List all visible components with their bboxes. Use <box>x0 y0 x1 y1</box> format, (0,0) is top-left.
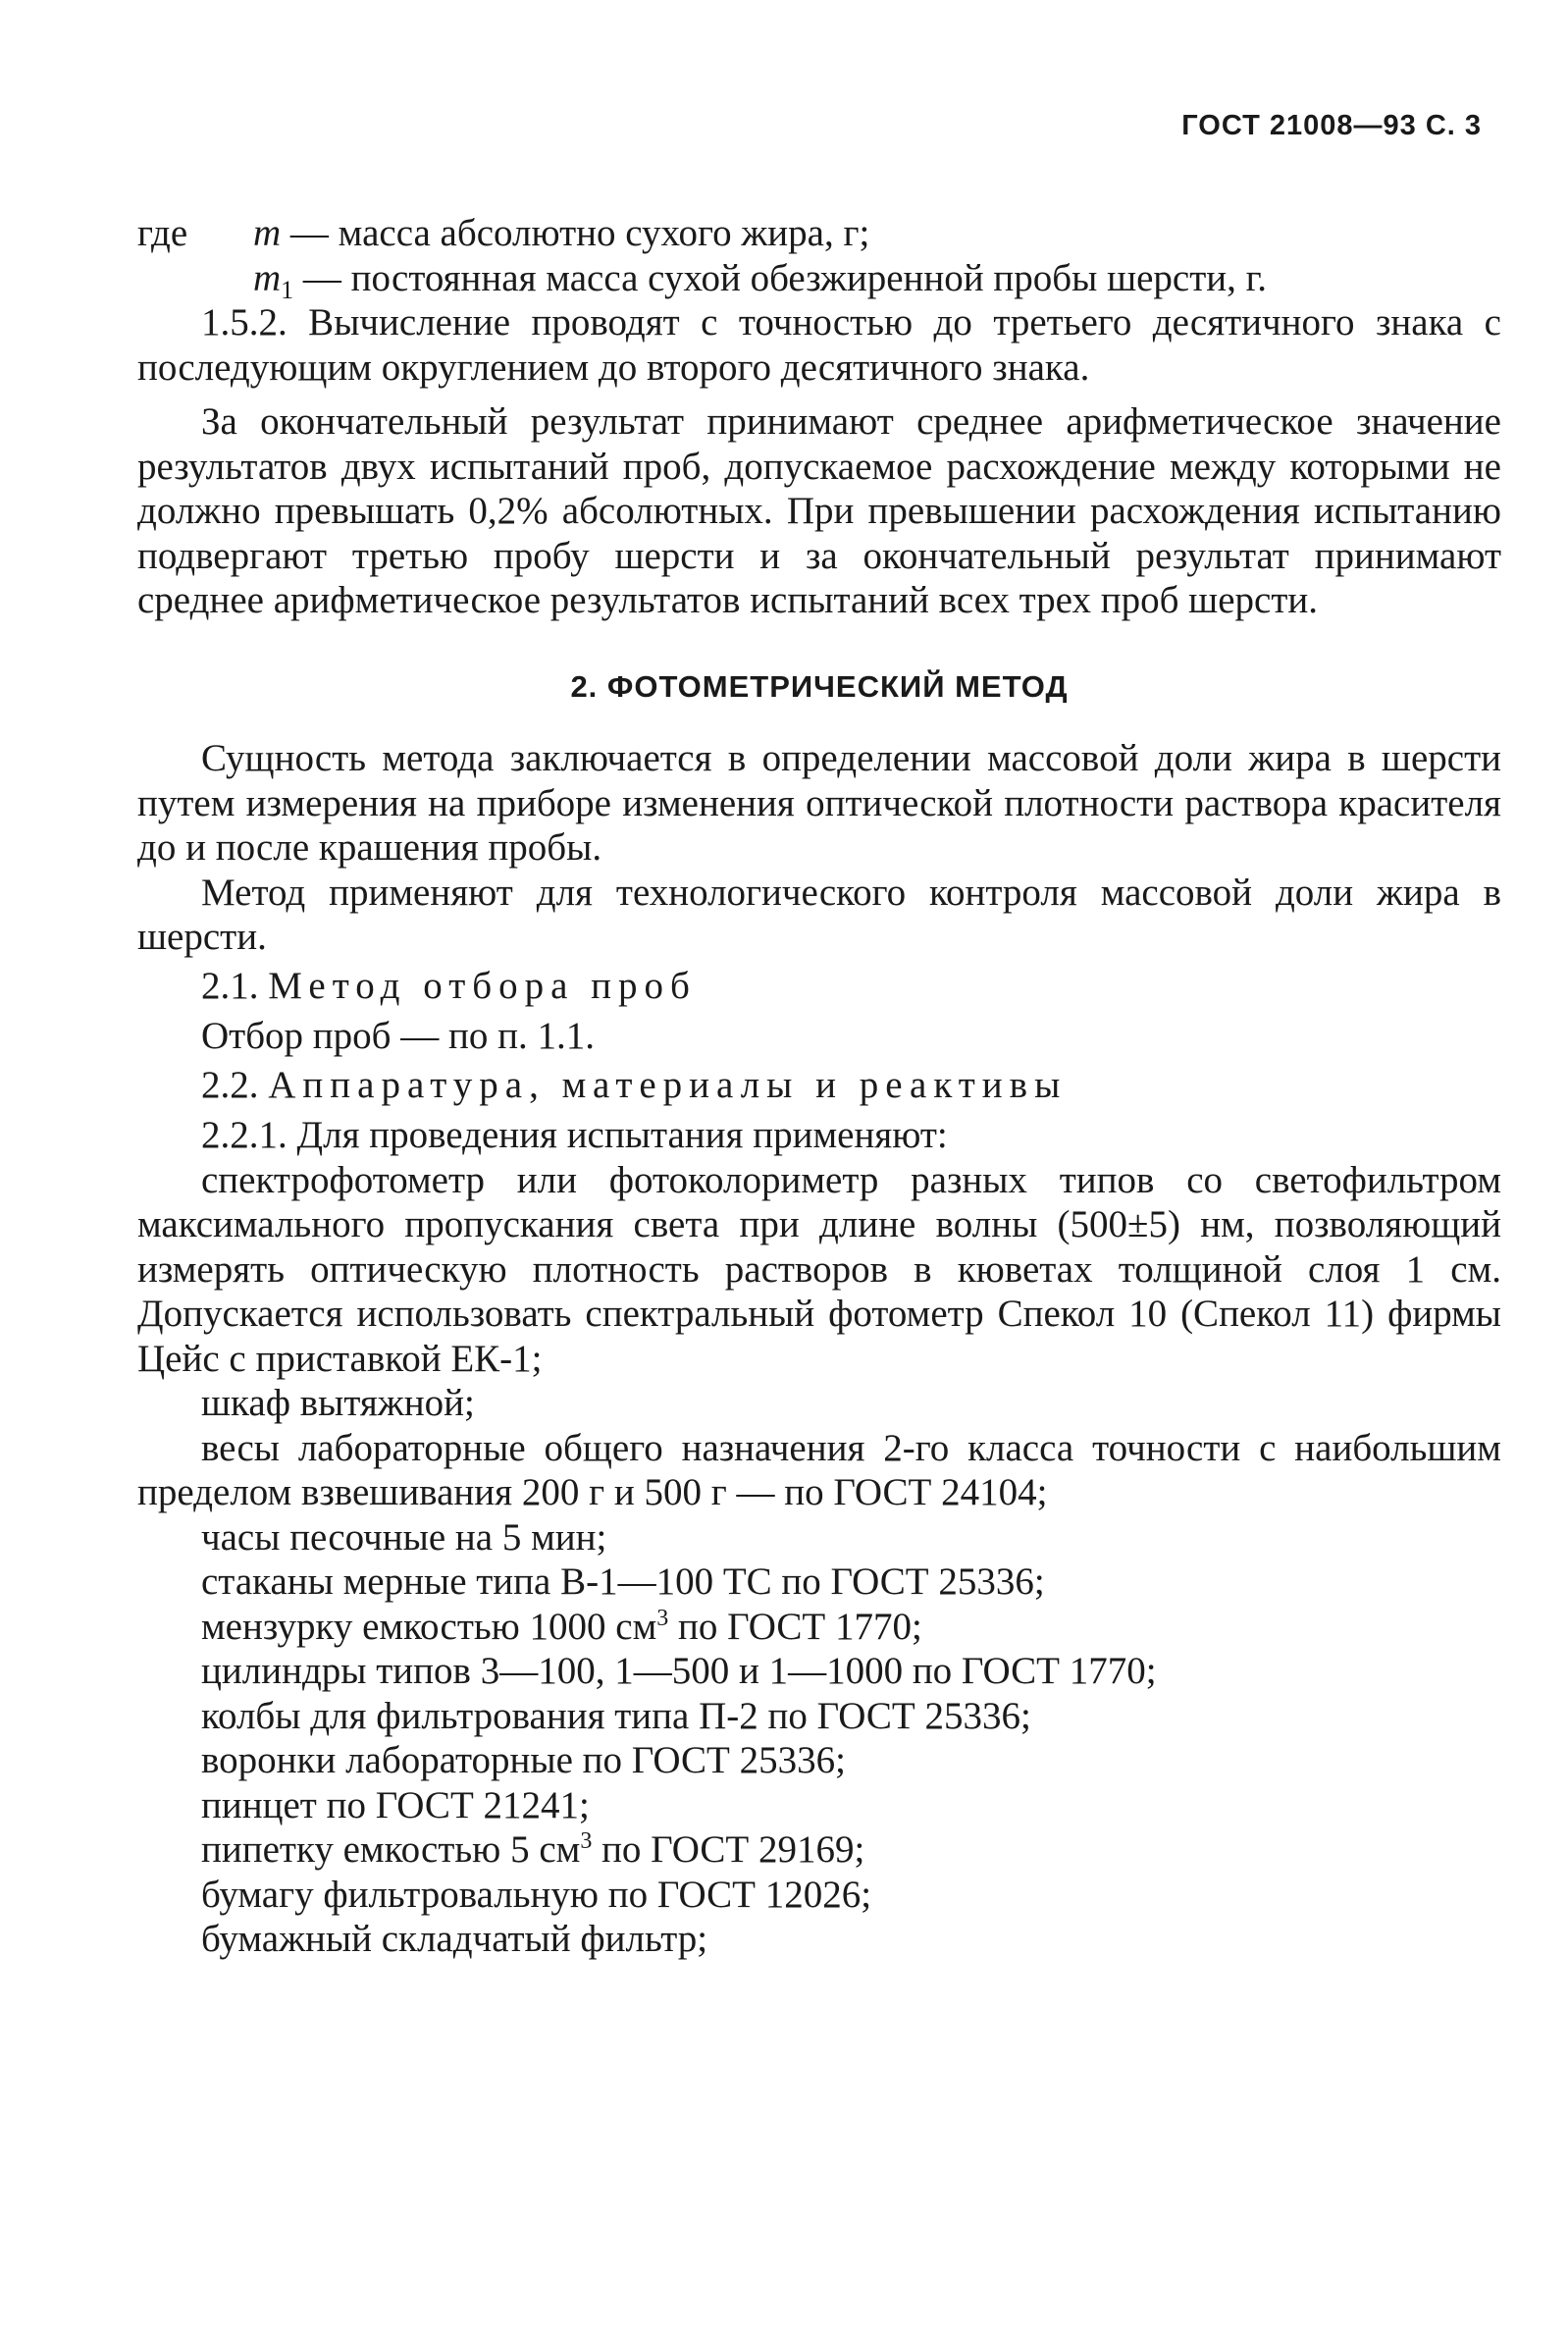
list-item: бумагу фильтровальную по ГОСТ 12026; <box>201 1873 872 1916</box>
list-item: шкаф вытяжной; <box>201 1382 475 1424</box>
list-item: стаканы мерные типа В-1—100 ТС по ГОСТ 25336; <box>201 1560 1045 1603</box>
section-title: 2. ФОТОМЕТРИЧЕСКИЙ МЕТОД <box>570 668 1069 704</box>
subsection-2-2-title: Аппаратура, материалы и реактивы <box>268 1063 1068 1106</box>
pipette-superscript: 3 <box>580 1828 593 1854</box>
list-item <box>137 1605 1501 1650</box>
subsection-2-1-title: Метод отбора проб <box>268 964 697 1007</box>
clause-2-2-1: 2.2.1. Для проведения испытания применяют: <box>201 1114 948 1156</box>
paragraph-final-result: За окончательный результат принимают среднее арифметическое значение результатов двух испытаний проб, допускаемое расхождение между которыми не должно превышать 0,2% абсолютных. При превышении расхождения испытанию подвергают третью пробу шерсти и за окончательный результат принимают среднее арифметическое результатов испытаний всех трех проб шерсти. <box>137 400 1501 621</box>
list-item: весы лабораторные общего назначения 2-го класса точности с наибольшим пределом взвешивания 200 г и 500 г — по ГОСТ 24104; <box>137 1426 1501 1513</box>
subsection-2-1-text: Отбор проб — по п. 1.1. <box>201 1015 596 1057</box>
symbol-m1-subscript: 1 <box>281 275 294 304</box>
paragraph-1-5-2: 1.5.2. Вычисление проводят с точностью до третьего десятичного знака с последующим округлением до второго десятичного знака. <box>137 301 1501 389</box>
where-line-m <box>137 211 1501 256</box>
subsection-2-2-heading <box>137 1063 1501 1108</box>
pipette-gost: по ГОСТ 29169; <box>592 1828 865 1871</box>
subsection-2-1-number: 2.1. <box>201 964 259 1007</box>
subsection-2-1-heading <box>137 964 1501 1009</box>
where-def-m1: — постоянная масса сухой обезжиренной пробы шерсти, г. <box>293 256 1267 299</box>
list-item: цилиндры типов 3—100, 1—500 и 1—1000 по ГОСТ 1770; <box>201 1650 1157 1692</box>
where-def-m: — масса абсолютно сухого жира, г; <box>281 212 870 254</box>
pipette-text: пипетку емкостью 5 см <box>201 1828 581 1871</box>
paragraph-method-usage: Метод применяют для технологического контроля массовой доли жира в шерсти. <box>137 871 1501 958</box>
menzurka-superscript: 3 <box>656 1605 669 1631</box>
list-item <box>137 1827 1501 1873</box>
where-lead: где <box>137 212 188 254</box>
page-content <box>137 211 1501 1962</box>
symbol-m: m <box>253 212 282 254</box>
list-item: пинцет по ГОСТ 21241; <box>201 1783 590 1826</box>
list-item: колбы для фильтрования типа П-2 по ГОСТ 25336; <box>201 1694 1031 1737</box>
where-line-m1 <box>137 256 1501 304</box>
list-item: бумажный складчатый фильтр; <box>201 1918 708 1960</box>
menzurka-text: мензурку емкостью 1000 см <box>201 1605 657 1648</box>
menzurka-gost: по ГОСТ 1770; <box>668 1605 922 1648</box>
page-header: ГОСТ 21008—93 С. 3 <box>1181 110 1482 141</box>
list-item: воронки лабораторные по ГОСТ 25336; <box>201 1739 846 1781</box>
subsection-2-2-number: 2.2. <box>201 1063 259 1106</box>
list-item: часы песочные на 5 мин; <box>201 1515 607 1559</box>
paragraph-method-essence: Сущность метода заключается в определении массовой доли жира в шерсти путем измерения на приборе изменения оптической плотности раствора красителя до и после крашения пробы. <box>137 737 1501 869</box>
symbol-m1: m <box>253 256 282 299</box>
list-item: спектрофотометр или фотоколориметр разных типов со светофильтром максимального пропускания света при длине волны (500±5) нм, позволяющий измерять оптическую плотность растворов в кюветах толщиной слоя 1 см. Допускается использовать спектральный фотометр Спекол 10 (Спекол 11) фирмы Цейс с приставкой ЕК-1; <box>137 1158 1501 1380</box>
